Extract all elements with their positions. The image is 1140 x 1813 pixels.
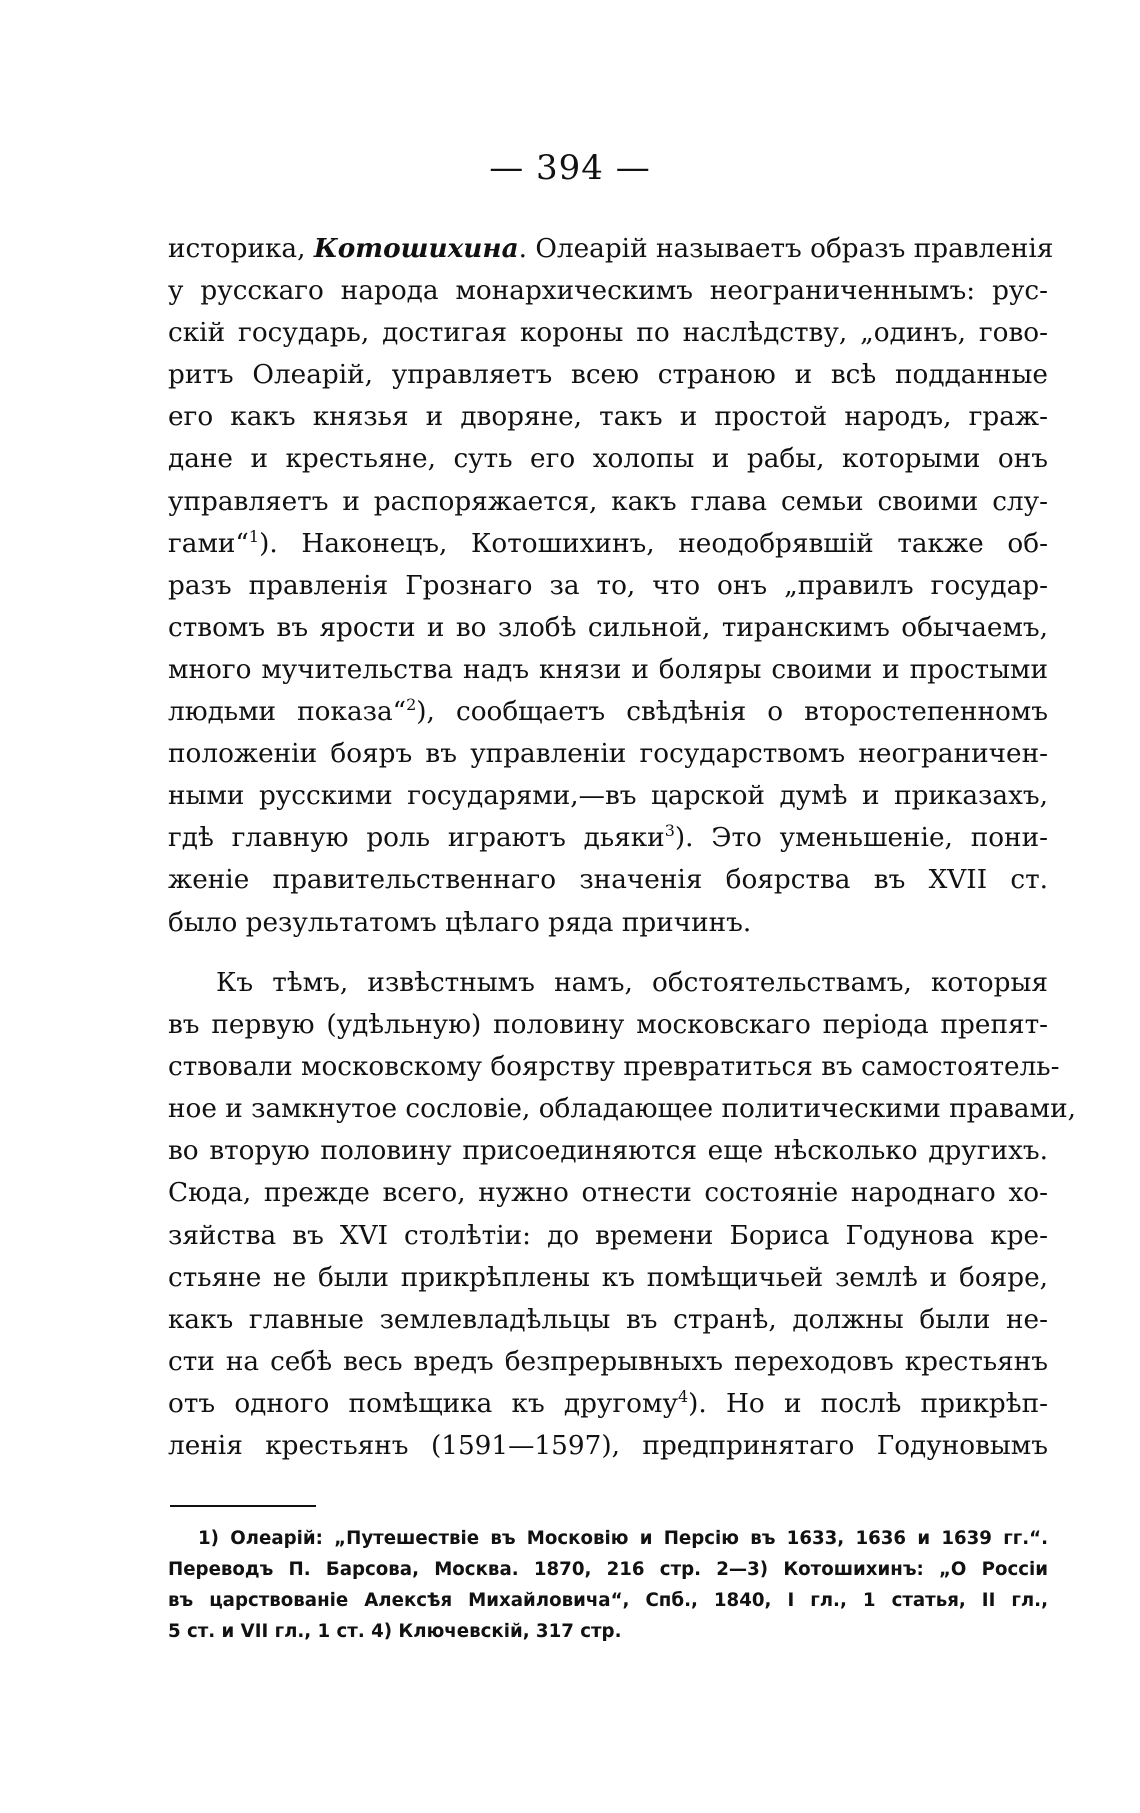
- footnote-line: въ царствованіе Алексѣя Михайловича“, Спб., 1840, I гл., 1 статья, II гл.,: [168, 1590, 1048, 1611]
- text-line: было результатомъ цѣлаго ряда причинъ.: [168, 907, 752, 938]
- author-name: Котошихина: [313, 233, 519, 264]
- text-line: его какъ князья и дворяне, такъ и простой народъ, граж-: [168, 402, 1048, 433]
- text-line: гами“$^1$). Наконецъ, Котошихинъ, неодобрявшій также об-: [168, 526, 1048, 559]
- text-line: управляетъ и распоряжается, какъ глава семьи своими слу-: [168, 486, 1048, 517]
- text-line: разъ правленія Грознаго за то, что онъ „правилъ государ-: [168, 570, 1048, 601]
- text-line: ритъ Олеарій, управляетъ всею страною и всѣ подданные: [168, 360, 1048, 391]
- footnote-ref: 1: [248, 526, 260, 546]
- footnote-ref: 3: [664, 821, 675, 841]
- text-line: стьяне не были прикрѣплены къ помѣщичьей землѣ и бояре,: [168, 1262, 1048, 1293]
- paragraph-2: [168, 962, 1076, 1467]
- text-line: Сюда, прежде всего, нужно отнести состояніе народнаго хо-: [168, 1178, 1048, 1209]
- footnote-line: 1) Олеарій: „Путешествіе въ Московію и Персію въ 1633, 1636 и 1639 гг.“.: [198, 1528, 1048, 1549]
- text-line: во вторую половину присоединяются еще нѣсколько другихъ.: [168, 1136, 1048, 1167]
- text-line: зяйства въ XVI столѣтіи: до времени Бориса Годунова кре-: [168, 1220, 1048, 1251]
- footnote-line: Переводъ П. Барсова, Москва. 1870, 216 стр. 2—3) Котошихинъ: „О Россіи: [168, 1559, 1048, 1580]
- footnote-divider: [170, 1505, 316, 1507]
- footnote-ref: 4: [677, 1387, 689, 1407]
- text-line: людьми показа“$^2$), сообщаетъ свѣдѣнія о второстепенномъ: [168, 695, 1048, 728]
- text-line: ными русскими государями,—въ царской думѣ и приказахъ,: [168, 781, 1048, 812]
- text-line: ное и замкнутое сословіе, обладающее политическими правами,: [168, 1094, 1076, 1125]
- text-line: гдѣ главную роль играютъ дьяки$^3$). Это уменьшеніе, пони-: [168, 821, 1048, 854]
- footnote-line: 5 ст. и VII гл., 1 ст. 4) Ключевскій, 317 стр.: [168, 1621, 622, 1642]
- text-line: дане и крестьяне, суть его холопы и рабы, которыми онъ: [168, 444, 1048, 475]
- text-line: въ первую (удѣльную) половину московскаго періода препят-: [168, 1010, 1048, 1041]
- footnote-ref: 2: [406, 695, 417, 715]
- text-line: у русскаго народа монархическимъ неограниченнымъ: рус-: [168, 276, 1048, 307]
- text-line: отъ одного помѣщика къ другому$^4$). Но и послѣ прикрѣп-: [168, 1387, 1048, 1419]
- text-line: ствомъ въ ярости и во злобѣ сильной, тиранскимъ обычаемъ,: [168, 612, 1048, 643]
- text-line: какъ главные землевладѣльцы въ странѣ, должны были не-: [168, 1304, 1048, 1335]
- footnotes: [168, 1523, 1048, 1647]
- text-line: женіе правительственнаго значенія боярства въ XVII ст.: [168, 865, 1048, 896]
- text-line: ленія крестьянъ (1591—1597), предпринятаго Годуновымъ: [168, 1431, 1048, 1462]
- text-line: положеніи бояръ въ управленіи государствомъ неограничен-: [168, 739, 1048, 770]
- text-line: сти на себѣ весь вредъ безпрерывныхъ переходовъ крестьянъ: [168, 1346, 1048, 1377]
- text-line: историка, Котошихина. Олеарій называетъ образъ правленія: [168, 233, 1054, 264]
- text-line: ствовали московскому боярству превратиться въ самостоятель-: [168, 1052, 1060, 1083]
- text-line: много мучительства надъ князи и боляры своими и простыми: [168, 654, 1048, 685]
- text-line: скій государь, достигая короны по наслѣдству, „одинъ, гово-: [168, 318, 1048, 349]
- text-line: Къ тѣмъ, извѣстнымъ намъ, обстоятельствамъ, которыя: [216, 968, 1048, 998]
- page-number: — 394 —: [489, 148, 651, 188]
- paragraph-1: [168, 228, 1054, 944]
